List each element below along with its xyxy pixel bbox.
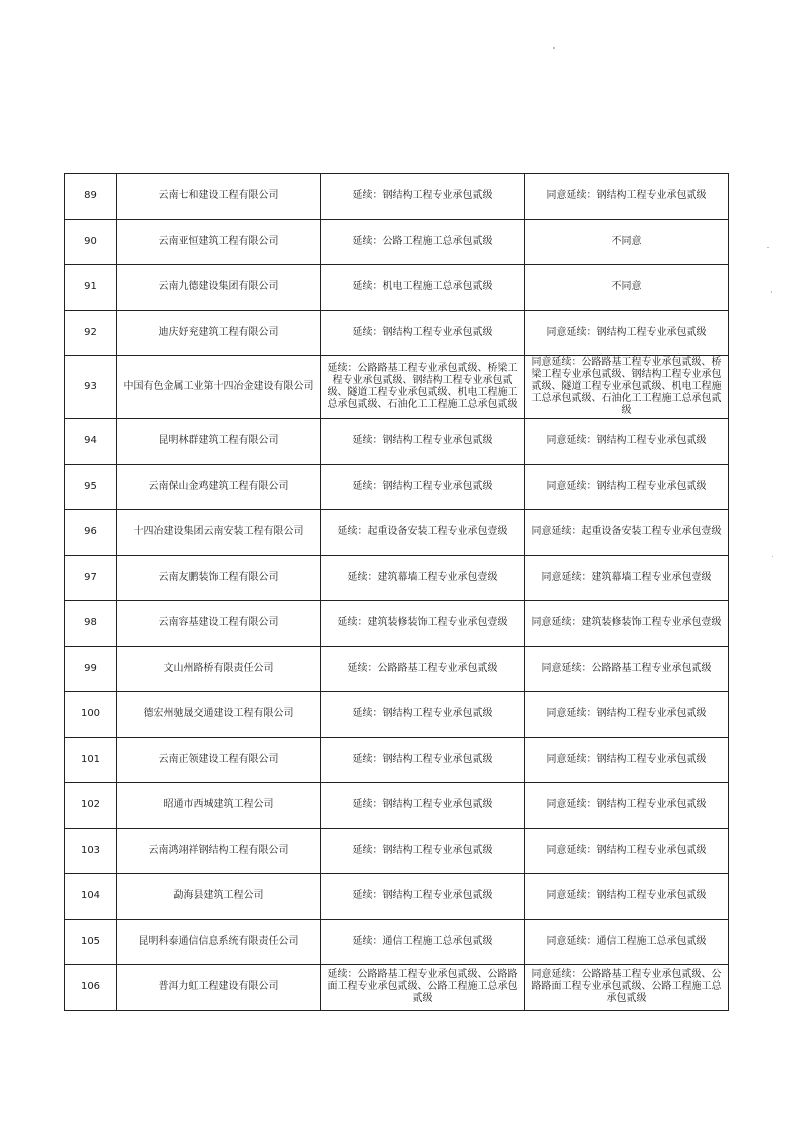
company-name: 云南七和建设工程有限公司 <box>117 174 321 220</box>
application-item: 延续：钢结构工程专业承包贰级 <box>321 419 525 465</box>
application-item: 延续：钢结构工程专业承包贰级 <box>321 783 525 829</box>
row-number: 91 <box>65 265 117 311</box>
row-number: 100 <box>65 692 117 738</box>
table-row <box>65 828 729 874</box>
review-result: 同意延续：公路路基工程专业承包贰级、桥梁工程专业承包贰级、钢结构工程专业承包贰级、隧道工程专业承包贰级、机电工程施工总承包贰级、石油化工工程施工总承包贰级 <box>525 356 729 419</box>
table-row <box>65 310 729 356</box>
company-name: 文山州路桥有限责任公司 <box>117 646 321 692</box>
row-number: 95 <box>65 464 117 510</box>
application-item: 延续：公路路基工程专业承包贰级 <box>321 646 525 692</box>
company-name: 中国有色金属工业第十四冶金建设有限公司 <box>117 356 321 419</box>
application-item: 延续：钢结构工程专业承包贰级 <box>321 692 525 738</box>
company-name: 勐海县建筑工程公司 <box>117 874 321 920</box>
application-item: 延续：钢结构工程专业承包贰级 <box>321 874 525 920</box>
review-result: 不同意 <box>525 265 729 311</box>
table-row <box>65 510 729 556</box>
table-body <box>65 174 729 1011</box>
review-result: 不同意 <box>525 219 729 265</box>
row-number: 93 <box>65 356 117 419</box>
table-row <box>65 601 729 647</box>
application-item: 延续：起重设备安装工程专业承包壹级 <box>321 510 525 556</box>
table-row <box>65 737 729 783</box>
scan-speck <box>772 556 773 557</box>
row-number: 105 <box>65 919 117 965</box>
row-number: 89 <box>65 174 117 220</box>
review-result: 同意延续：钢结构工程专业承包贰级 <box>525 174 729 220</box>
review-result: 同意延续：公路路基工程专业承包贰级、公路路面工程专业承包贰级、公路工程施工总承包贰级 <box>525 965 729 1011</box>
row-number: 98 <box>65 601 117 647</box>
scan-speck <box>771 291 772 293</box>
row-number: 96 <box>65 510 117 556</box>
company-name: 迪庆妤兖建筑工程有限公司 <box>117 310 321 356</box>
row-number: 94 <box>65 419 117 465</box>
application-item: 延续：建筑装修装饰工程专业承包壹级 <box>321 601 525 647</box>
review-result: 同意延续：起重设备安装工程专业承包壹级 <box>525 510 729 556</box>
application-item: 延续：公路工程施工总承包贰级 <box>321 219 525 265</box>
row-number: 103 <box>65 828 117 874</box>
company-name: 昭通市西城建筑工程公司 <box>117 783 321 829</box>
review-result: 同意延续：钢结构工程专业承包贰级 <box>525 692 729 738</box>
application-item: 延续：公路路基工程专业承包贰级、桥梁工程专业承包贰级、钢结构工程专业承包贰级、隧道工程专业承包贰级、机电工程施工总承包贰级、石油化工工程施工总承包贰级 <box>321 356 525 419</box>
application-item: 延续：公路路基工程专业承包贰级、公路路面工程专业承包贰级、公路工程施工总承包贰级 <box>321 965 525 1011</box>
company-name: 普洱力虹工程建设有限公司 <box>117 965 321 1011</box>
review-result: 同意延续：建筑幕墙工程专业承包壹级 <box>525 555 729 601</box>
application-item: 延续：建筑幕墙工程专业承包壹级 <box>321 555 525 601</box>
review-result: 同意延续：建筑装修装饰工程专业承包壹级 <box>525 601 729 647</box>
review-result: 同意延续：钢结构工程专业承包贰级 <box>525 310 729 356</box>
company-name: 十四冶建设集团云南安装工程有限公司 <box>117 510 321 556</box>
table-row <box>65 219 729 265</box>
table-row <box>65 919 729 965</box>
row-number: 90 <box>65 219 117 265</box>
table-row <box>65 874 729 920</box>
application-item: 延续：钢结构工程专业承包贰级 <box>321 737 525 783</box>
application-item: 延续：钢结构工程专业承包贰级 <box>321 464 525 510</box>
review-result: 同意延续：钢结构工程专业承包贰级 <box>525 737 729 783</box>
table-row <box>65 265 729 311</box>
table-row <box>65 692 729 738</box>
review-result: 同意延续：公路路基工程专业承包贰级 <box>525 646 729 692</box>
row-number: 97 <box>65 555 117 601</box>
application-item: 延续：通信工程施工总承包贰级 <box>321 919 525 965</box>
review-result: 同意延续：钢结构工程专业承包贰级 <box>525 783 729 829</box>
row-number: 92 <box>65 310 117 356</box>
table-row <box>65 646 729 692</box>
company-name: 云南亚恒建筑工程有限公司 <box>117 219 321 265</box>
row-number: 106 <box>65 965 117 1011</box>
company-name: 昆明科泰通信信息系统有限责任公司 <box>117 919 321 965</box>
table-row <box>65 783 729 829</box>
scan-speck <box>553 47 555 49</box>
review-result: 同意延续：钢结构工程专业承包贰级 <box>525 828 729 874</box>
qualification-table <box>64 173 729 1011</box>
table-row <box>65 965 729 1011</box>
application-item: 延续：机电工程施工总承包贰级 <box>321 265 525 311</box>
company-name: 昆明林群建筑工程有限公司 <box>117 419 321 465</box>
company-name: 云南保山金鸡建筑工程有限公司 <box>117 464 321 510</box>
review-result: 同意延续：钢结构工程专业承包贰级 <box>525 464 729 510</box>
company-name: 云南九德建设集团有限公司 <box>117 265 321 311</box>
row-number: 102 <box>65 783 117 829</box>
table-row <box>65 174 729 220</box>
table-row <box>65 356 729 419</box>
table-row <box>65 419 729 465</box>
company-name: 云南鸿翊祥钢结构工程有限公司 <box>117 828 321 874</box>
review-result: 同意延续：通信工程施工总承包贰级 <box>525 919 729 965</box>
application-item: 延续：钢结构工程专业承包贰级 <box>321 174 525 220</box>
company-name: 云南友鹏装饰工程有限公司 <box>117 555 321 601</box>
row-number: 99 <box>65 646 117 692</box>
company-name: 云南容基建设工程有限公司 <box>117 601 321 647</box>
application-item: 延续：钢结构工程专业承包贰级 <box>321 310 525 356</box>
company-name: 德宏州驰晟交通建设工程有限公司 <box>117 692 321 738</box>
review-result: 同意延续：钢结构工程专业承包贰级 <box>525 874 729 920</box>
table-row <box>65 555 729 601</box>
row-number: 104 <box>65 874 117 920</box>
company-name: 云南正领建设工程有限公司 <box>117 737 321 783</box>
row-number: 101 <box>65 737 117 783</box>
review-result: 同意延续：钢结构工程专业承包贰级 <box>525 419 729 465</box>
table-row <box>65 464 729 510</box>
application-item: 延续：钢结构工程专业承包贰级 <box>321 828 525 874</box>
scan-speck <box>767 247 769 248</box>
